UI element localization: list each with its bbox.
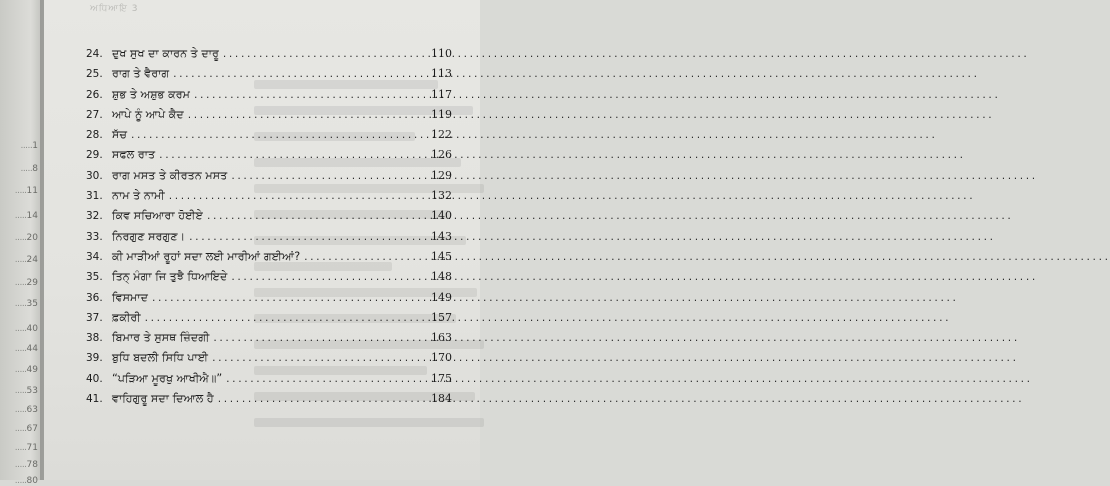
toc-entry-number: 40. xyxy=(86,372,103,385)
toc-entry xyxy=(86,308,452,328)
left-page-number xyxy=(4,365,38,375)
toc-entry xyxy=(86,288,452,308)
toc-entry-number: 32. xyxy=(86,210,103,223)
dot-leader: ..... xyxy=(14,476,27,486)
left-page-number xyxy=(4,386,38,396)
toc-entry xyxy=(86,105,452,125)
toc-entry-number: 34. xyxy=(86,250,103,263)
toc-entry xyxy=(86,227,452,247)
toc-entry-number: 28. xyxy=(86,129,103,142)
left-page-number-value: 29 xyxy=(26,278,38,288)
toc-entry xyxy=(86,389,452,409)
dot-leader: ..... xyxy=(14,344,27,354)
dot-leader xyxy=(193,86,422,106)
toc-entry-number: 38. xyxy=(86,332,103,345)
toc-entry xyxy=(86,369,452,389)
toc-entry-title: ਰਾਗ ਤੇ ਵੈਰਾਗ xyxy=(112,67,170,81)
toc-entry-number: 37. xyxy=(86,311,103,324)
left-page-number-value: 44 xyxy=(26,344,38,354)
dot-leader xyxy=(230,268,422,288)
dot-leader xyxy=(217,390,422,410)
dot-leader: ..... xyxy=(14,186,27,196)
toc-entry-number: 25. xyxy=(86,68,103,81)
dot-leader: ..... xyxy=(14,233,27,243)
left-page-number-value: 49 xyxy=(26,365,38,375)
table-of-contents xyxy=(86,44,452,409)
left-page-number-value: 80 xyxy=(26,476,38,486)
left-page-number xyxy=(4,186,38,196)
dot-leader: ..... xyxy=(14,324,27,334)
left-page-number-value: 11 xyxy=(26,186,38,196)
dot-leader xyxy=(188,228,422,248)
dot-leader xyxy=(158,146,422,166)
toc-entry-page: 163 xyxy=(431,331,452,345)
toc-entry-page: 126 xyxy=(431,148,452,162)
toc-entry-title: ਰਾਗ ਮਸਤ ਤੇ ਕੀਰਤਨ ਮਸਤ xyxy=(112,168,228,182)
toc-entry-number: 29. xyxy=(86,149,103,162)
toc-entry xyxy=(86,125,452,145)
dot-leader xyxy=(168,187,422,207)
toc-entry-page: 145 xyxy=(431,249,452,263)
dot-leader xyxy=(230,167,422,187)
toc-entry xyxy=(86,348,452,368)
left-page-number-value: 67 xyxy=(26,424,38,434)
dot-leader xyxy=(225,370,422,390)
dot-leader xyxy=(130,126,422,146)
toc-entry-title: ਸੱਚ xyxy=(112,128,127,142)
left-page-number-value: 40 xyxy=(26,324,38,334)
toc-entry xyxy=(86,145,452,165)
dot-leader xyxy=(144,309,422,329)
left-page-number xyxy=(4,324,38,334)
toc-entry-title: ਤਿਨ੍ ਮੰਗਾ ਜਿ ਤੁਝੈ ਧਿਆਇਦੇ xyxy=(112,270,228,284)
toc-entry-page: 149 xyxy=(431,290,452,304)
toc-entry xyxy=(86,328,452,348)
dot-leader xyxy=(212,329,422,349)
left-page-number-value: 78 xyxy=(26,460,38,470)
left-page-number xyxy=(4,344,38,354)
toc-entry-title: ਨਿਰਗੁਣ ਸਰਗੁਣ। xyxy=(112,229,186,243)
toc-entry-title: ਸ਼ੁਭ ਤੇ ਅਸ਼ੁਭ ਕਰਮ xyxy=(112,87,190,101)
toc-entry-page: 117 xyxy=(431,87,452,101)
toc-entry-page: 119 xyxy=(431,107,452,121)
dot-leader: ..... xyxy=(14,255,27,265)
left-page-number xyxy=(4,164,38,174)
toc-entry xyxy=(86,85,452,105)
toc-entry-title: ਵਾਹਿਗੁਰੂ ਸਦਾ ਦਿਆਲ ਹੈ xyxy=(112,392,214,406)
toc-entry xyxy=(86,247,452,267)
left-page-number xyxy=(4,443,38,453)
dot-leader xyxy=(172,65,422,85)
toc-entry-title: ਫ਼ਕੀਰੀ xyxy=(112,310,141,324)
toc-entry-number: 39. xyxy=(86,352,103,365)
left-page-number xyxy=(4,233,38,243)
toc-entry-page: 175 xyxy=(431,371,452,385)
toc-entry xyxy=(86,64,452,84)
left-page-number xyxy=(4,476,38,486)
toc-entry-number: 24. xyxy=(86,48,103,60)
toc-entry-title: ਬਿਮਾਰ ਤੇ ਸੁਸਥ ਜ਼ਿੰਦਗੀ xyxy=(112,331,210,345)
dot-leader: ..... xyxy=(14,460,27,470)
toc-entry-title: ਦੁਖ ਸੁਖ ਦਾ ਕਾਰਨ ਤੇ ਦਾਰੂ xyxy=(112,47,219,60)
dot-leader xyxy=(303,248,422,268)
toc-entry-page: 148 xyxy=(431,270,452,284)
toc-entry-page: 110 xyxy=(431,47,452,60)
toc-entry-number: 30. xyxy=(86,169,103,182)
dot-leader: ..... xyxy=(20,141,33,151)
toc-entry-page: 184 xyxy=(431,392,452,406)
left-page-number xyxy=(4,299,38,309)
toc-entry xyxy=(86,166,452,186)
toc-entry xyxy=(86,206,452,226)
dot-leader: ..... xyxy=(14,299,27,309)
dot-leader xyxy=(187,106,422,126)
left-page-number xyxy=(4,460,38,470)
left-page-number xyxy=(4,424,38,434)
toc-entry-title: ਨਾਮ ਤੇ ਨਾਮੀ xyxy=(112,189,165,203)
dot-leader: ..... xyxy=(14,386,27,396)
left-page-number-value: 14 xyxy=(26,211,38,221)
toc-entry-number: 26. xyxy=(86,88,103,101)
dot-leader: ..... xyxy=(14,443,27,453)
toc-entry-title: ਬੁਧਿ ਬਦਲੀ ਸਿਧਿ ਪਾਈ xyxy=(112,351,209,365)
toc-entry-page: 113 xyxy=(431,67,452,81)
dot-leader xyxy=(151,289,422,309)
toc-entry-title: ਕਿਵ ਸਚਿਆਰਾ ਹੋਈਏ xyxy=(112,209,203,223)
toc-entry xyxy=(86,186,452,206)
dot-leader xyxy=(206,207,422,227)
dot-leader: ..... xyxy=(20,164,33,174)
left-facing-page xyxy=(0,0,44,486)
left-page-number xyxy=(4,405,38,415)
left-page-number-value: 1 xyxy=(32,141,38,151)
dot-leader xyxy=(211,349,422,369)
left-page-number-value: 63 xyxy=(26,405,38,415)
toc-entry-number: 31. xyxy=(86,190,103,203)
toc-entry xyxy=(86,44,452,64)
toc-entry-page: 143 xyxy=(431,229,452,243)
toc-entry-title: ਵਿਸਮਾਦ xyxy=(112,290,149,304)
dot-leader: ..... xyxy=(14,424,27,434)
dot-leader: ..... xyxy=(14,405,27,415)
toc-entry-title: ਸਫਲ ਰਾਤ xyxy=(112,148,156,162)
toc-entry-page: 157 xyxy=(431,310,452,324)
toc-entry-number: 41. xyxy=(86,393,103,406)
left-page-number xyxy=(4,278,38,288)
left-page-number xyxy=(4,255,38,265)
left-page-number xyxy=(4,141,38,151)
dot-leader: ..... xyxy=(14,211,27,221)
toc-entry-number: 35. xyxy=(86,271,103,284)
dot-leader: ..... xyxy=(14,278,27,288)
toc-entry-page: 132 xyxy=(431,189,452,203)
toc-entry-number: 36. xyxy=(86,291,103,304)
toc-entry xyxy=(86,267,452,287)
toc-entry-title: ਕੀ ਮਾੜੀਆਂ ਰੂਹਾਂ ਸਦਾ ਲਈ ਮਾਰੀਆਂ ਗਈਆਂ? xyxy=(112,249,301,263)
toc-entry-number: 27. xyxy=(86,108,103,121)
toc-entry-page: 122 xyxy=(431,128,452,142)
toc-entry-page: 140 xyxy=(431,209,452,223)
right-page xyxy=(44,0,480,480)
left-page-number-value: 71 xyxy=(26,443,38,453)
left-page-number-value: 53 xyxy=(26,386,38,396)
toc-entry-title: “ਪੜਿਆ ਮੂਰਖੁ ਆਖੀਐ॥” xyxy=(112,371,223,385)
toc-entry-number: 33. xyxy=(86,230,103,243)
toc-entry-page: 129 xyxy=(431,168,452,182)
dot-leader: ..... xyxy=(14,365,27,375)
left-page-number xyxy=(4,211,38,221)
running-header: ਅਧਿਆਇ 3 xyxy=(90,4,139,14)
left-page-number-value: 35 xyxy=(26,299,38,309)
toc-entry-page: 170 xyxy=(431,351,452,365)
left-page-number-value: 20 xyxy=(26,233,38,243)
toc-entry-title: ਆਪੇ ਨੂੰ ਆਪੇ ਕੈਦ xyxy=(112,107,184,121)
left-page-number-value: 8 xyxy=(32,164,38,174)
dot-leader xyxy=(222,45,422,65)
left-page-number-value: 24 xyxy=(26,255,38,265)
